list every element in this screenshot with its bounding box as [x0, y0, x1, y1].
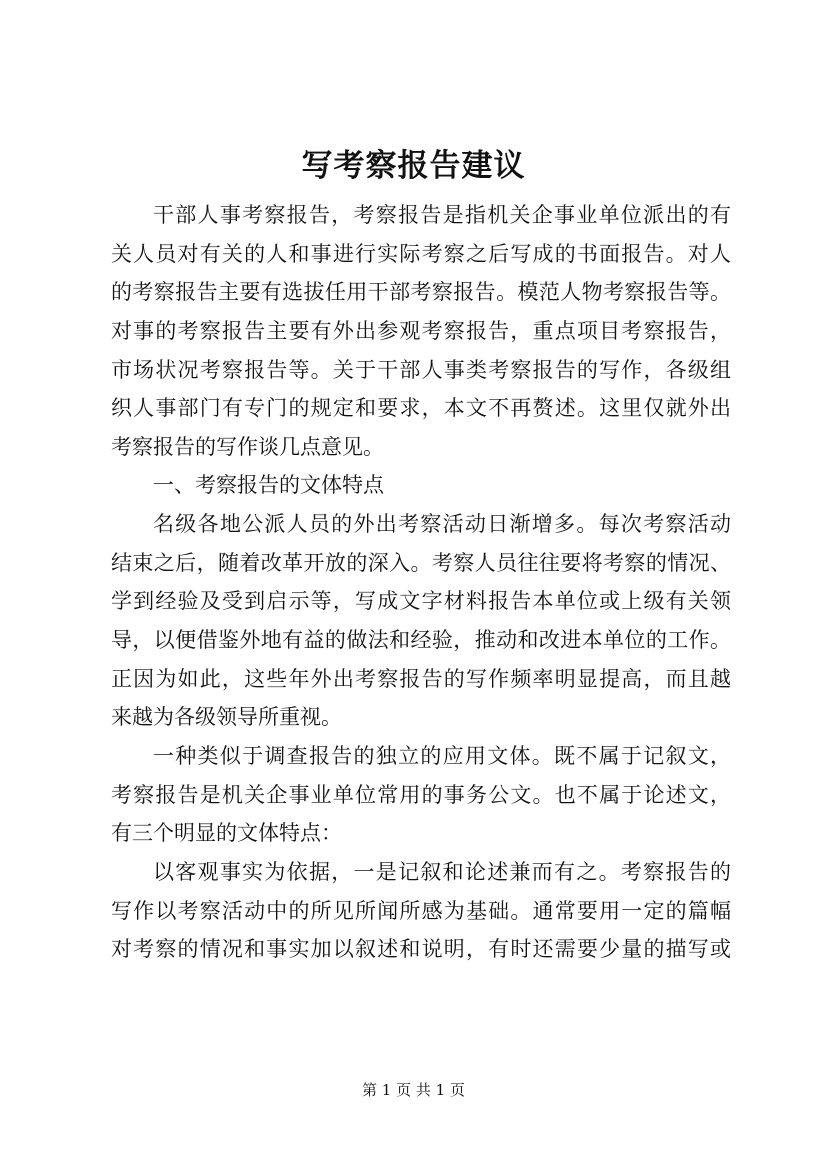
body-line: 织人事部门有专门的规定和要求，本文不再赘述。这里仅就外出 [111, 396, 731, 421]
body-line: 名级各地公派人员的外出考察活动日渐增多。每次考察活动 [153, 512, 731, 537]
body-line: 写作以考察活动中的所见所闻所感为基础。通常要用一定的篇幅 [111, 898, 731, 923]
document-body [111, 196, 731, 969]
body-line: 考察报告是机关企事业单位常用的事务公文。也不属于论述文， [111, 782, 731, 807]
body-line: 对考察的情况和事实加以叙述和说明，有时还需要少量的描写或 [111, 937, 731, 962]
body-line: 结束之后，随着改革开放的深入。考察人员往往要将考察的情况、 [111, 550, 731, 575]
body-line: 考察报告的写作谈几点意见。 [111, 434, 384, 459]
body-line: 导，以便借鉴外地有益的做法和经验，推动和改进本单位的工作。 [111, 628, 731, 653]
body-line: 干部人事考察报告，考察报告是指机关企事业单位派出的有 [153, 203, 731, 227]
body-line: 的考察报告主要有选拔任用干部考察报告。模范人物考察报告等。 [111, 280, 731, 305]
body-line: 正因为如此，这些年外出考察报告的写作频率明显提高，而且越 [111, 666, 731, 691]
body-line: 市场状况考察报告等。关于干部人事类考察报告的写作，各级组 [111, 357, 731, 382]
body-line: 来越为各级领导所重视。 [111, 705, 342, 730]
body-line: 有三个明显的文体特点： [111, 821, 342, 846]
body-line: 关人员对有关的人和事进行实际考察之后写成的书面报告。对人 [111, 241, 731, 266]
body-line: 以客观事实为依据，一是记叙和论述兼而有之。考察报告的 [153, 859, 731, 884]
body-line: 对事的考察报告主要有外出参观考察报告，重点项目考察报告， [111, 318, 731, 343]
body-line: 学到经验及受到启示等，写成文字材料报告本单位或上级有关领 [111, 589, 731, 614]
body-line: 一种类似于调查报告的独立的应用文体。既不属于记叙文， [153, 743, 731, 768]
document-title: 写考察报告建议 [301, 148, 526, 184]
page-number-footer: 第 1 页 共 1 页 [362, 1081, 465, 1099]
section-heading: 一、考察报告的文体特点 [153, 473, 384, 498]
